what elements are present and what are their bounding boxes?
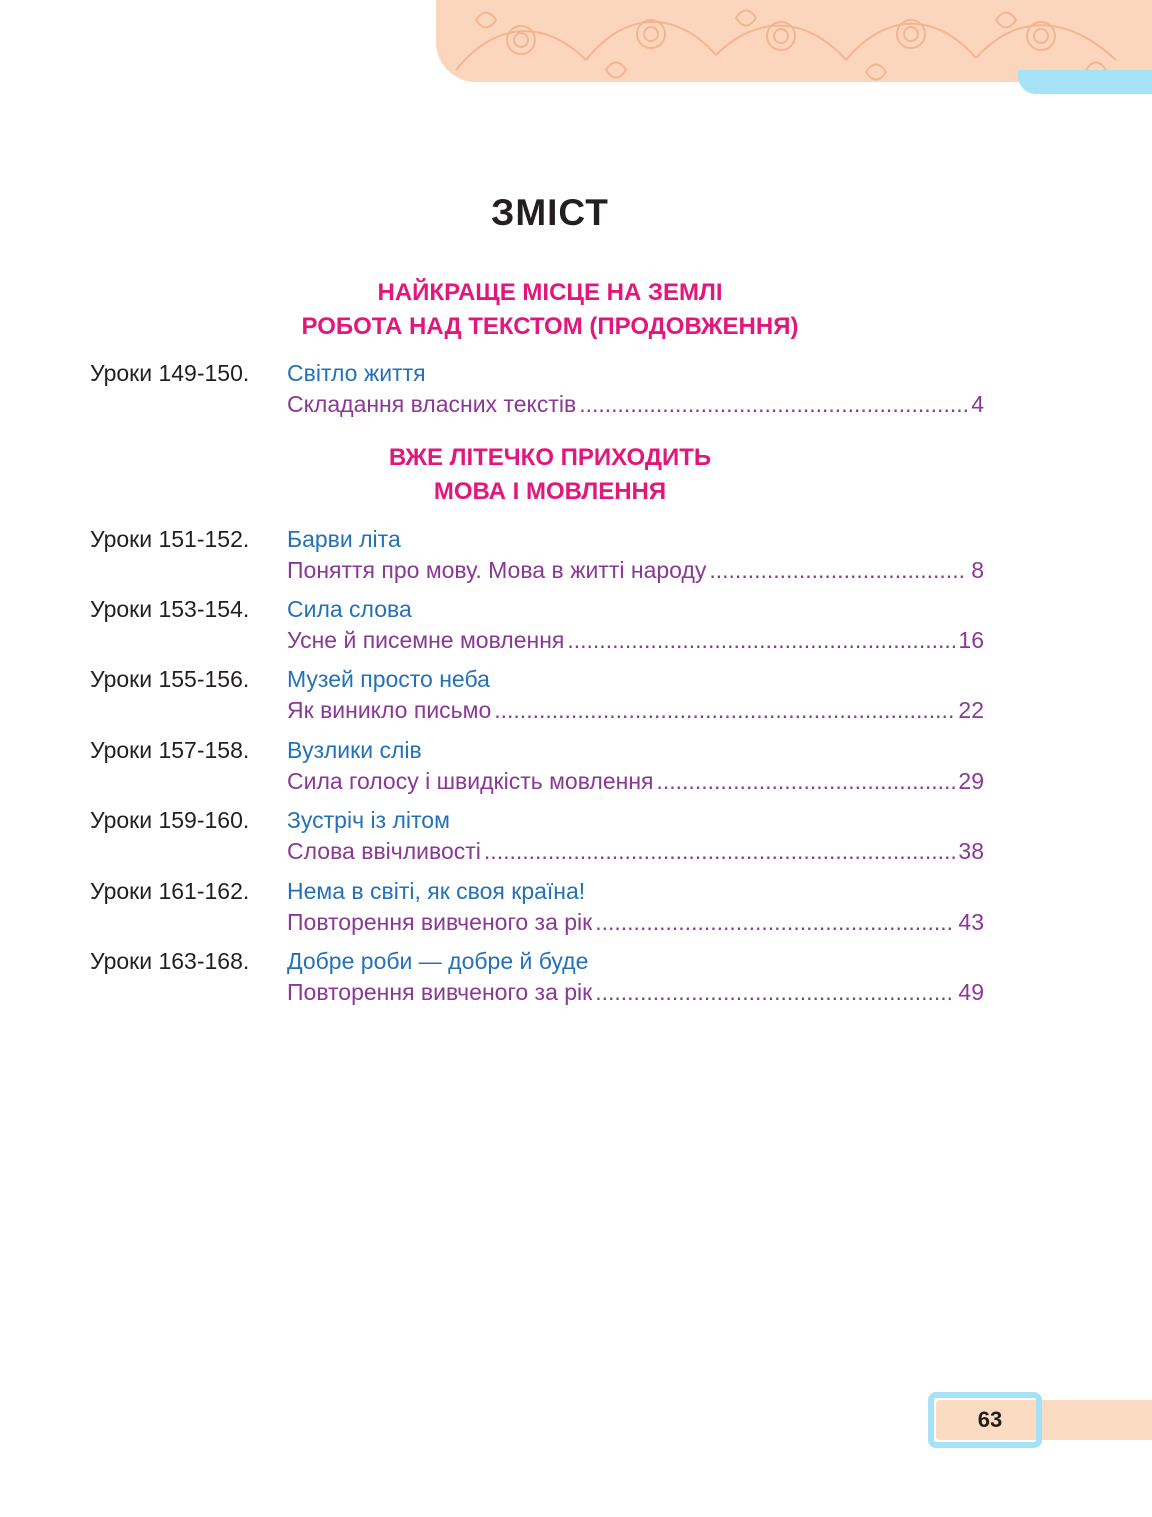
section-heading — [0, 441, 1100, 509]
toc-entry[interactable] — [0, 735, 1152, 797]
dot-leader — [567, 625, 955, 655]
page-reference[interactable]: 8 — [971, 557, 984, 583]
page-reference[interactable]: 29 — [958, 768, 984, 794]
dot-leader — [656, 766, 955, 796]
topic-text: Сила голосу і швидкість мовлення — [287, 768, 654, 794]
dot-leader — [595, 907, 955, 937]
topic-text: Слова ввічливості — [287, 838, 481, 864]
dot-leader — [579, 389, 967, 419]
page-number-tab — [928, 1392, 1152, 1448]
lesson-number: Уроки 151-152. — [90, 526, 250, 552]
topic-text: Поняття про мову. Мова в житті народу — [287, 557, 707, 583]
dot-leader — [494, 695, 955, 725]
lesson-title[interactable]: Добре роби — добре й буде — [287, 948, 589, 974]
page-reference[interactable]: 16 — [958, 627, 984, 653]
toc-entry[interactable] — [0, 876, 1152, 938]
topic-line — [287, 977, 984, 1007]
topic-text: Усне й писемне мовлення — [287, 627, 565, 653]
section-heading — [0, 276, 1100, 344]
section-heading-line: РОБОТА НАД ТЕКСТОМ (ПРОДОВЖЕННЯ) — [301, 313, 799, 340]
topic-line — [287, 389, 984, 419]
dot-leader — [709, 555, 967, 585]
lesson-title[interactable]: Барви літа — [287, 526, 401, 552]
lesson-number: Уроки 149-150. — [90, 360, 250, 386]
topic-line — [287, 907, 984, 937]
lesson-title[interactable]: Світло життя — [287, 360, 426, 386]
lesson-title[interactable]: Музей просто неба — [287, 666, 490, 692]
lesson-number: Уроки 157-158. — [90, 737, 250, 763]
lesson-number: Уроки 159-160. — [90, 807, 250, 833]
page-reference[interactable]: 4 — [971, 391, 984, 417]
lesson-number: Уроки 153-154. — [90, 596, 250, 622]
section-heading-line: МОВА І МОВЛЕННЯ — [433, 478, 667, 505]
topic-text: Як виникло письмо — [287, 697, 492, 723]
topic-line — [287, 836, 984, 866]
topic-line — [287, 555, 984, 585]
section-heading-line: НАЙКРАЩЕ МІСЦЕ НА ЗЕМЛІ — [377, 279, 723, 306]
page-reference[interactable]: 49 — [958, 979, 984, 1005]
topic-line — [287, 695, 984, 725]
toc-entry[interactable] — [0, 524, 1152, 586]
topic-line — [287, 625, 984, 655]
banner-accent-strip — [1018, 70, 1152, 94]
toc-entry[interactable] — [0, 358, 1152, 420]
topic-line — [287, 766, 984, 796]
lesson-number: Уроки 155-156. — [90, 666, 250, 692]
page-reference[interactable]: 22 — [958, 697, 984, 723]
topic-text: Складання власних текстів — [287, 391, 577, 417]
section-heading-line: ВЖЕ ЛІТЕЧКО ПРИХОДИТЬ — [388, 444, 712, 471]
topic-text: Повторення вивченого за рік — [287, 909, 593, 935]
page-title: ЗМІСТ — [491, 192, 609, 233]
topic-text: Повторення вивченого за рік — [287, 979, 593, 1005]
lesson-title[interactable]: Вузлики слів — [287, 737, 422, 763]
dot-leader — [484, 836, 955, 866]
page-reference[interactable]: 43 — [958, 909, 984, 935]
toc-entry[interactable] — [0, 594, 1152, 656]
toc-entry[interactable] — [0, 946, 1152, 1008]
lesson-number: Уроки 161-162. — [90, 878, 250, 904]
lesson-title[interactable]: Зустріч із літом — [287, 807, 450, 833]
dot-leader — [595, 977, 955, 1007]
toc-entry[interactable] — [0, 805, 1152, 867]
toc-entry[interactable] — [0, 664, 1152, 726]
lesson-number: Уроки 163-168. — [90, 948, 250, 974]
page-reference[interactable]: 38 — [958, 838, 984, 864]
lesson-title[interactable]: Сила слова — [287, 596, 412, 622]
lesson-title[interactable]: Нема в світі, як своя країна! — [287, 878, 586, 904]
page-number: 63 — [977, 1407, 1003, 1432]
